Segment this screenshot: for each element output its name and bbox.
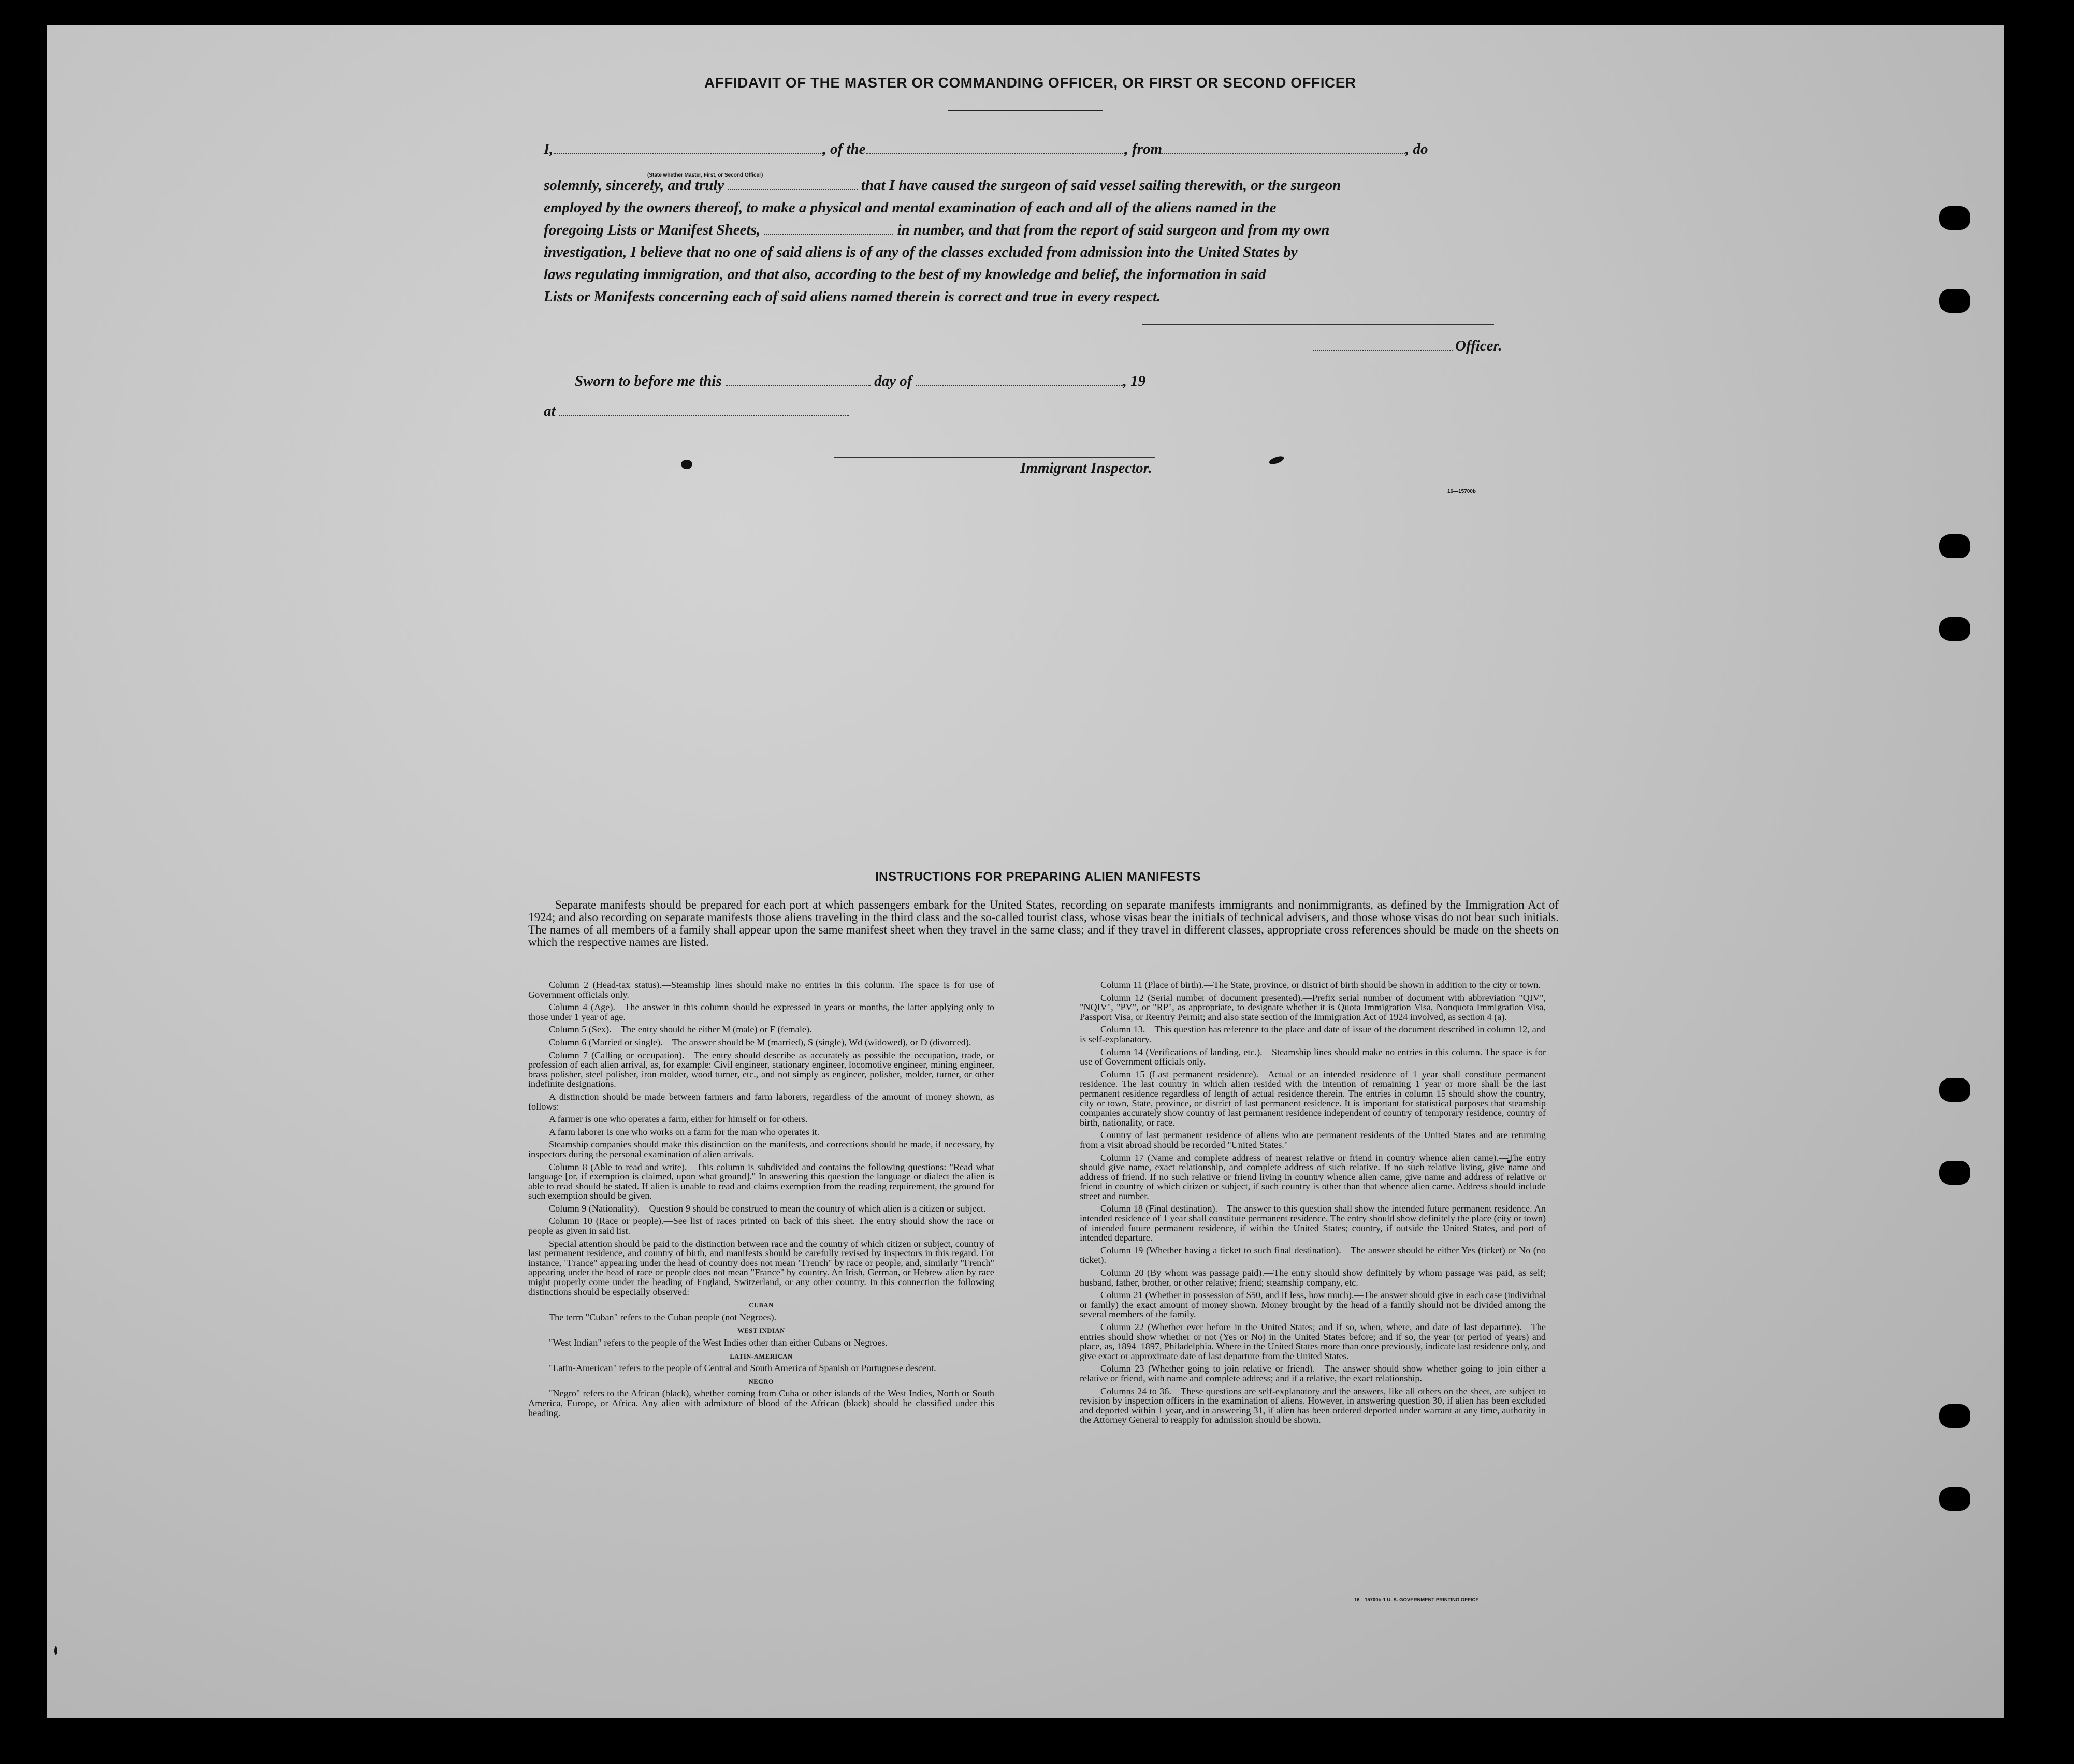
latin-american-heading: LATIN-AMERICAN [730, 1352, 793, 1360]
affidavit-line-2b: that I have caused the surgeon of said vessel sailing therewith, or the surgeon [861, 177, 1341, 194]
instructions-intro: Separate manifests should be prepared for each port at which passengers embark for the United States, recording on separate manifests immigrants and nonimmigrants, as defined by the Immigration Act of 1924; and also recording on separate manifests those aliens traveling in the third class and the so-called tourist class, whose visas bear the initials of technical advisers, and those whose visas do not bear such initials. The names of all members of a family shall appear upon the same manifest sheet when they travel in the same class; and if they travel in different classes, appropriate cross references should be made on the sheets on which the respective names are listed. [528, 898, 1559, 949]
punch-hole [1939, 1078, 1970, 1102]
affidavit-line-6: laws regulating immigration, and that also, according to the best of my knowledge and belief, the information in said [544, 266, 1266, 283]
ink-blot [681, 460, 692, 469]
oath-blank [728, 177, 858, 190]
instruction-paragraph: Column 8 (Able to read and write).—This column is subdivided and contains the following questions: "Read what language [or, if exemption is claimed, upon what ground]." In answering this question the language or dialect the alien is able to read should be stated. If alien is unable to read and claims exemption from the reading requirement, the ground for such exemption should be given. [528, 1161, 994, 1201]
affidavit-from-text: , from [1124, 141, 1163, 157]
instruction-paragraph: Column 19 (Whether having a ticket to such final destination).—The answer should be either Yes (ticket) or No (no ticket). [1080, 1245, 1546, 1265]
instruction-paragraph: Column 17 (Name and complete address of nearest relative or friend in country whence alien came).—The entry should give name, exact relationship, and complete address of such relative. If no such relative living, give name and address of friend. If no such relative or friend living in country whence alien came, give name and address of relative or friend in country of which citizen or subject, if such country is other than that whence alien came. Address should include street and number. [1080, 1152, 1546, 1201]
affidavit-line-4 [544, 220, 1564, 240]
affidavit-line-4b: in number, and that from the report of said surgeon and from my own [897, 222, 1330, 238]
instructions-title: INSTRUCTIONS FOR PREPARING ALIEN MANIFESTS [875, 870, 1201, 884]
affidavit-do-text: , do [1405, 141, 1428, 157]
affidavit-line-3: employed by the owners thereof, to make a physical and mental examination of each and all of the aliens named in the [544, 199, 1277, 216]
instruction-paragraph: Column 13.—This question has reference to the place and date of issue of the document described in column 12, and is self-explanatory. [1080, 1024, 1546, 1044]
inspector-signature-line [834, 457, 1155, 458]
cuban-definition: The term "Cuban" refers to the Cuban people (not Negroes). [549, 1311, 777, 1322]
instruction-paragraph: A distinction should be made between farmers and farm laborers, regardless of the amount of money shown, as follows: [528, 1091, 994, 1112]
affidavit-line-2 [544, 175, 1564, 196]
instruction-paragraph: Column 23 (Whether going to join relative or friend).—The answer should show whether going to join either a relative or friend, with name and complete address; and if a relative, the exact relationship. [1080, 1363, 1546, 1383]
negro-definition: "Negro" refers to the African (black), whether coming from Cuba or other islands of the West Indies, North or South America, Europe, or Africa. Any alien with admixture of blood of the African (black) should be classified under this heading. [528, 1388, 994, 1418]
sworn-day-blank [726, 372, 871, 386]
vessel-name-blank [866, 140, 1125, 154]
affidavit-of-the-text: , of the [822, 141, 866, 157]
instruction-paragraph: Column 15 (Last permanent residence).—Actual or an intended residence of 1 year shall constitute permanent residence. The last country in which alien resided with the intention of remaining 1 year or more shall be the last permanent residence regardless of length of actual residence therein. The entries in column 15 should show the country, city or town, State, province, or district of last permanent residence. It is important for statistical purposes that steamship companies accurately show country of last permanent residence independent of country of temporary residence, country of birth, nationality, or race. [1080, 1069, 1546, 1128]
punch-hole [1939, 534, 1970, 558]
year-text: , 19 [1123, 373, 1146, 389]
affidavit-line-1 [544, 139, 1564, 159]
instruction-paragraph: Column 11 (Place of birth).—The State, province, or district of birth should be shown in addition to the city or town. [1100, 980, 1541, 990]
instruction-paragraph: Column 10 (Race or people).—See list of races printed on back of this sheet. The entry should show the race or people as given in said list. [528, 1216, 994, 1236]
officer-rank-note: (State whether Master, First, or Second Officer) [647, 172, 763, 178]
punch-hole [1939, 206, 1970, 230]
officer-label: Officer. [1455, 338, 1502, 354]
title-rule [948, 110, 1103, 111]
punch-hole [1939, 1161, 1970, 1185]
instruction-paragraph: Column 20 (By whom was passage paid).—The entry should show definitely by whom passage was paid, as self; husband, father, brother, or other relative; friend; steamship company, etc. [1080, 1267, 1546, 1288]
affidavit-line-7: Lists or Manifests concerning each of said aliens named therein is correct and true in every respect. [544, 288, 1161, 305]
negro-heading: NEGRO [748, 1378, 774, 1386]
officer-signature-line-2 [1313, 350, 1453, 351]
instruction-paragraph: Column 9 (Nationality).—Question 9 should be construed to mean the country of which alien is a citizen or subject. [549, 1203, 986, 1214]
punch-hole [1939, 617, 1970, 641]
sworn-month-blank [916, 372, 1123, 386]
instruction-paragraph: Steamship companies should make this distinction on the manifests, and corrections should be made, if necessary, by inspectors during the personal examination of alien arrivals. [528, 1139, 994, 1159]
instruction-paragraph: Special attention should be paid to the distinction between race and the country of which citizen or subject, country of last permanent residence, and country of birth, and manifests should be carefully revised by inspectors in this regard. For instance, "France" appearing under the head of country does not mean "French" by race or people, and, similarly "French" appearing under the head of race or people does not mean "France" by country. An Irish, German, or Hebrew alien by race might properly come under the heading of England, Switzerland, or any other country. In this connection the following distinctions should be especially observed: [528, 1238, 994, 1297]
cuban-heading: CUBAN [749, 1302, 774, 1309]
printing-office-code: 16—15700b-1 U. S. GOVERNMENT PRINTING OFFICE [1354, 1597, 1479, 1603]
punch-hole [1939, 1404, 1970, 1428]
affidavit-i-text: I, [544, 141, 554, 157]
instruction-paragraph: Column 2 (Head-tax status).—Steamship lines should make no entries in this column. The space is for use of Government officials only. [528, 980, 994, 1000]
instruction-paragraph: Columns 24 to 36.—These questions are self-explanatory and the answers, like all others on the sheet, are subject to revision by inspection officers in the examination of aliens. However, in answering question 30, if alien has been excluded and deported within 1 year, and in answering 31, if alien has been ordered deported under warrant at any time, authority in the Attorney General to reapply for admission should be shown. [1080, 1386, 1546, 1425]
instruction-paragraph: Column 7 (Calling or occupation).—The entry should describe as accurately as possible the occupation, trade, or profession of each alien arrival, as, for example: Civil engineer, stationary engineer, locomotive engineer, mining engineer, brass polisher, steel polisher, iron molder, wood turner, etc., and not simply as engineer, polisher, molder, turner, or other indefinite designations. [528, 1049, 994, 1089]
instructions-right-column [1080, 980, 1546, 1428]
instructions-left-column [528, 980, 994, 1421]
instruction-paragraph: Country of last permanent residence of aliens who are permanent residents of the United States and are returning from a visit abroad should be recorded "United States." [1080, 1130, 1546, 1150]
day-of-text: day of [874, 373, 912, 389]
punch-hole [1939, 289, 1970, 313]
instruction-paragraph: Column 12 (Serial number of document presented).—Prefix serial number of document with abbreviation "QIV", "NQIV", "PV", or "RP", as appropriate, to designate whether it is Quota Immigration Visa, Nonquota Immigration Visa, Passport Visa, or Reentry Permit; and also state section of the Immigration Act of 1924 involved, as section 4 (a). [1080, 992, 1546, 1022]
west-indian-definition: "West Indian" refers to the people of the West Indies other than either Cubans or Negroes. [549, 1337, 888, 1348]
port-blank [1162, 140, 1405, 154]
ink-dot [54, 1646, 57, 1655]
instruction-paragraph: Column 18 (Final destination).—The answer to this question shall show the intended future permanent residence. An intended residence of 1 year shall constitute permanent residence. The entry should show definitely the place (city or town) of intended future permanent residence, if within the United States; country, if outside the United States, and port of intended departure. [1080, 1203, 1546, 1243]
affidavit-line-4a: foregoing Lists or Manifest Sheets, [544, 222, 761, 238]
instruction-paragraph: Column 5 (Sex).—The entry should be either M (male) or F (female). [549, 1024, 812, 1035]
latin-american-definition: "Latin-American" refers to the people of Central and South America of Spanish or Portuguese descent. [549, 1363, 936, 1374]
affidavit-line-5: investigation, I believe that no one of said aliens is of any of the classes excluded from admission into the United States by [544, 244, 1298, 260]
inspector-label: Immigrant Inspector. [1020, 460, 1152, 476]
at-line [544, 401, 1564, 421]
sworn-line [575, 371, 1595, 391]
ink-blot [1268, 455, 1285, 466]
instruction-paragraph: Column 4 (Age).—The answer in this column should be expressed in years or months, the latter applying only to those under 1 year of age. [528, 1002, 994, 1022]
sworn-text: Sworn to before me this [575, 373, 722, 389]
at-text: at [544, 403, 556, 419]
instruction-paragraph: A farm laborer is one who works on a farm for the man who operates it. [549, 1126, 820, 1137]
form-number: 16—15700b [1447, 489, 1476, 494]
instruction-paragraph: Column 14 (Verifications of landing, etc.).—Steamship lines should make no entries in this column. The space is for use of Government officials only. [1080, 1046, 1546, 1067]
affidavit-title: AFFIDAVIT OF THE MASTER OR COMMANDING OFFICER, OR FIRST OR SECOND OFFICER [704, 75, 1356, 91]
affidavit-line-2a: solemnly, sincerely, and truly [544, 177, 724, 194]
instruction-paragraph: Column 6 (Married or single).—The answer should be M (married), S (single), Wd (widowed), or D (divorced). [549, 1037, 971, 1047]
place-blank [559, 402, 849, 416]
officer-rank-blank [554, 140, 823, 154]
officer-signature-line-1 [1142, 324, 1494, 325]
instruction-paragraph: Column 22 (Whether ever before in the United States; and if so, when, where, and date of last departure).—The entries should show whether or not (Yes or No) in the United States before; and if so, the year (or period of years) and place, as, 1894–1897, Philadelphia. Where in the United States more than once previously, indicate last residence only, and give exact or approximate date of last departure from the United States. [1080, 1322, 1546, 1361]
number-of-aliens-blank [764, 221, 893, 235]
punch-hole [1939, 1487, 1970, 1511]
west-indian-heading: WEST INDIAN [737, 1327, 785, 1335]
instruction-paragraph: Column 21 (Whether in possession of $50, and if less, how much).—The answer should give in each case (individual or family) the exact amount of money shown. Money brought by the head of a family should not be divided among the several members of the family. [1080, 1290, 1546, 1320]
instruction-paragraph: A farmer is one who operates a farm, either for himself or for others. [549, 1114, 808, 1125]
form-page [47, 25, 2004, 1718]
